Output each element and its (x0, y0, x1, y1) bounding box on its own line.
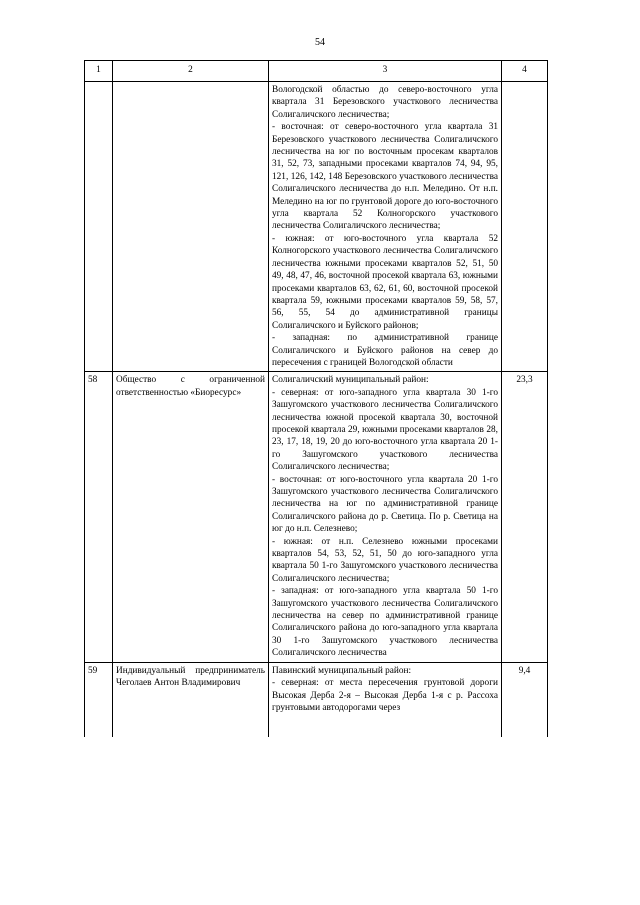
header-cell: 2 (113, 61, 269, 82)
header-cell: 1 (85, 61, 113, 82)
description-paragraph: Вологодской областью до северо-восточного угла квартала 31 Березовского участкового лесничества Солигаличского лесничества; (272, 85, 498, 120)
table-row (85, 82, 548, 372)
row-number (85, 82, 113, 372)
description-paragraph: - западная: от юго-западного угла квартала 50 1-го Зашугомского участкового лесничества Солигаличского лесничества на север по административной границе Солигаличского района до юго-западного угла квартала 30 1-го Зашугомского участкового лесничества Солигаличского лесничества (272, 586, 498, 659)
table-row (85, 372, 548, 662)
organization-name: Общество с ограниченной ответственностью «Биоресурс» (113, 372, 269, 662)
area-value (502, 82, 548, 372)
area-value: 23,3 (502, 372, 548, 662)
organization-name: Индивидуальный предприниматель Чеголаев Антон Владимирович (113, 662, 269, 737)
header-cell: 3 (269, 61, 502, 82)
header-cell: 4 (502, 61, 548, 82)
description-paragraph: - южная: от юго-восточного угла квартала 52 Колногорского участкового лесничества Солигаличского лесничества южными просеками кварталов 52, 51, 50 49, 48, 47, 46, восточной просекой квартала 63, южными просеками кварталов 63, 62, 61, 60, восточной просекой квартала 59, южными просеками кварталов 59, 58, 57, 56, 55, 54 до административной границы Солигаличского и Буйского районов; (272, 233, 498, 331)
boundary-description (269, 82, 502, 372)
description-paragraph: - южная: от н.п. Селезнево южными просеками кварталов 54, 53, 52, 51, 50 до юго-западного угла квартала 50 1-го Зашугомского участкового лесничества Солигаличского лесничества; (272, 536, 498, 584)
description-paragraph: Солигаличский муниципальный район: (272, 375, 429, 386)
row-number: 59 (85, 662, 113, 737)
table-header-row (85, 61, 548, 82)
description-paragraph: - восточная: от юго-восточного угла квартала 20 1-го Зашугомского участкового лесничества Солигаличского лесничества на юг по административной границе Солигаличского района до р. Светица. По р. Светица на юг до н.п. Селезнево; (272, 474, 498, 535)
organization-name (113, 82, 269, 372)
description-paragraph: Павинский муниципальный район: (272, 665, 412, 676)
description-paragraph: - северная: от места пересечения грунтовой дороги Высокая Дерба 2-я – Высокая Дерба 1-я с р. Рассоха грунтовыми автодорогами через (272, 678, 498, 713)
description-paragraph: - западная: по административной границе Солигаличского и Буйского районов на север до пересечения с границей Вологодской области (272, 333, 498, 368)
page-number: 54 (315, 37, 325, 48)
boundary-description (269, 662, 502, 737)
document-table (84, 60, 548, 737)
row-number: 58 (85, 372, 113, 662)
boundary-description (269, 372, 502, 662)
table-row (85, 662, 548, 737)
description-paragraph: - восточная: от северо-восточного угла квартала 31 Березовского участкового лесничества Солигаличского лесничества на юг по восточным просекам кварталов 31, 52, 73, западными просеками кварталов 74, 94, 95, 121, 126, 142, 148 Березовского участкового лесничества Солигаличского лесничества до н.п. Меледино. От н.п. Меледино на юг по грунтовой дороге до юго-восточного угла квартала 52 Колногорского участкового лесничества Солигаличского лесничества; (272, 122, 498, 232)
area-value: 9,4 (502, 662, 548, 737)
description-paragraph: - северная: от юго-западного угла квартала 30 1-го Зашугомского участкового лесничества Солигаличского лесничества южной просекой квартала 30, восточной просекой квартала 29, южными просеками кварталов 28, 23, 17, 18, 19, 20 до юго-восточного угла квартала 20 1-го Зашугомского участкового лесничества Солигаличского лесничества; (272, 387, 498, 473)
